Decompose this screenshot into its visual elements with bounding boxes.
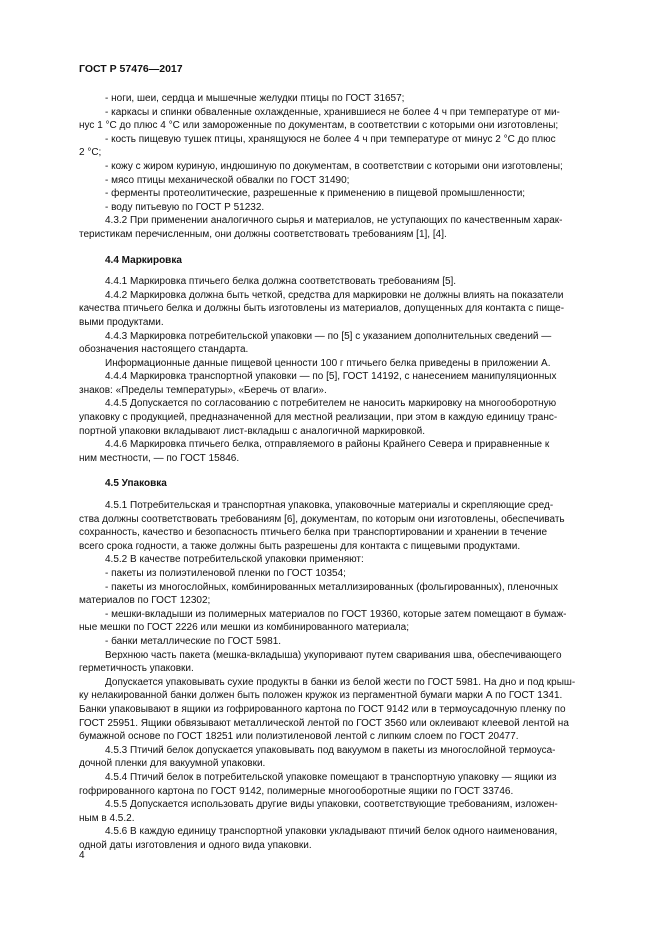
list-item-continuation: нус 1 °С до плюс 4 °С или замороженные по документам, в соответствии с которыми они изготовлены; <box>79 120 559 132</box>
paragraph-nutrition-note: Информационные данные пищевой ценности 100 г птичьего белка приведены в приложении А. <box>105 357 551 369</box>
list-item: - мешки-вкладыши из полимерных материалов по ГОСТ 19360, которые затем помещают в бумаж- <box>105 608 567 620</box>
paragraph-continuation: герметичность упаковки. <box>79 663 194 675</box>
section-heading-marking: 4.4 Маркировка <box>105 254 182 266</box>
paragraph-4-5-3: 4.5.3 Птичий белок допускается упаковывать под вакуумом в пакеты из многослойной термоуса- <box>105 744 556 756</box>
paragraph-continuation: сохранность, качество и безопасность птичьего белка при транспортировании и хранении в течение <box>79 527 548 539</box>
paragraph-4-5-5: 4.5.5 Допускается использовать другие виды упаковки, соответствующие требованиям, изложен- <box>105 799 558 811</box>
paragraph-continuation: ГОСТ 25951. Ящики обвязывают металлической лентой по ГОСТ 3560 или оклеивают клеевой лентой на <box>79 717 569 729</box>
paragraph-continuation: ку нелакированной банки должен быть положен кружок из пергаментной бумаги марки А по ГОСТ 1341. <box>79 690 563 702</box>
paragraph-continuation: упаковку с продукцией, предназначенной для местной реализации, при этом в каждую единицу транс- <box>79 412 558 424</box>
paragraph-4-4-4: 4.4.4 Маркировка транспортной упаковки — по [5], ГОСТ 14192, с нанесением манипуляционных <box>105 371 557 383</box>
paragraph-4-4-5: 4.4.5 Допускается по согласованию с потребителем не наносить маркировку на многооборотную <box>105 398 557 410</box>
paragraph-4-4-6: 4.4.6 Маркировка птичьего белка, отправляемого в районы Крайнего Севера и приравненные к <box>105 439 550 451</box>
paragraph-4-5-4: 4.5.4 Птичий белок в потребительской упаковке помещают в транспортную упаковку — ящики из <box>105 771 557 783</box>
paragraph-4-5-6: 4.5.6 В каждую единицу транспортной упаковки укладывают птичий белок одного наименования, <box>105 826 558 838</box>
list-item: - ферменты протеолитические, разрешенные к применению в пищевой промышленности; <box>105 188 526 200</box>
paragraph-4-5-1: 4.5.1 Потребительская и транспортная упаковка, упаковочные материалы и скрепляющие сред- <box>105 500 554 512</box>
list-item: - кожу с жиром куриную, индюшиную по документам, в соответствии с которыми они изготовлены; <box>105 160 563 172</box>
paragraph-continuation: одной даты изготовления и одного вида упаковки. <box>79 839 312 851</box>
paragraph-continuation: всего срока годности, а также должны быть разрешены для контакта с пищевыми продуктами. <box>79 540 521 552</box>
list-item: - ноги, шеи, сердца и мышечные желудки птицы по ГОСТ 31657; <box>105 93 405 104</box>
paragraph-4-3-2: 4.3.2 При применении аналогичного сырья и материалов, не уступающих по качественным харак- <box>105 215 563 227</box>
paragraph-continuation: теристикам перечисленным, они должны соответствовать требованиям [1], [4]. <box>79 228 447 240</box>
page-number: 4 <box>79 850 85 861</box>
list-item-continuation: материалов по ГОСТ 12302; <box>79 595 211 607</box>
paragraph-4-4-2: 4.4.2 Маркировка должна быть четкой, средства для маркировки не должны влиять на показатели <box>105 289 564 301</box>
paragraph-tin-cans: Допускается упаковывать сухие продукты в банки из белой жести по ГОСТ 5981. На дно и под крыш- <box>105 676 576 688</box>
paragraph-continuation: выми продуктами. <box>79 316 164 328</box>
paragraph-continuation: портной упаковки вкладывают лист-вкладыш с аналогичной маркировкой. <box>79 425 426 437</box>
list-item: - банки металлические по ГОСТ 5981. <box>105 635 282 647</box>
paragraph-continuation: Банки упаковывают в ящики из гофрированного картона по ГОСТ 9142 или в термоусадочную пленку по <box>79 703 566 715</box>
paragraph-continuation: обозначения настоящего стандарта. <box>79 344 249 356</box>
list-item: - пакеты из многослойных, комбинированных металлизированных (фольгированных), пленочных <box>105 581 558 593</box>
paragraph-sealing: Верхнюю часть пакета (мешка-вкладыша) укупоривают путем сваривания шва, обеспечивающего <box>105 649 562 661</box>
paragraph-4-4-3: 4.4.3 Маркировка потребительской упаковки — по [5] с указанием дополнительных сведений — <box>105 330 552 342</box>
paragraph-4-5-2: 4.5.2 В качестве потребительской упаковки применяют: <box>105 554 364 566</box>
paragraph-continuation: ства должны соответствовать требованиям [6], документам, по которым они изготовлены, обеспечивать <box>79 513 565 525</box>
document-body <box>79 92 615 852</box>
list-item-continuation: 2 °С; <box>79 147 102 159</box>
list-item: - пакеты из полиэтиленовой пленки по ГОСТ 10354; <box>105 568 346 579</box>
paragraph-continuation: дочной пленки для вакуумной упаковки. <box>79 758 266 770</box>
paragraph-4-4-1: 4.4.1 Маркировка птичьего белка должна соответствовать требованиям [5]. <box>105 276 457 288</box>
list-item: - кость пищевую тушек птицы, хранящуюся не более 4 ч при температуре от минус 2 °С до плюс <box>105 133 556 145</box>
paragraph-continuation: ним местности, — по ГОСТ 15846. <box>79 452 240 464</box>
list-item: - каркасы и спинки обваленные охлажденные, хранившиеся не более 4 ч при температуре от ми- <box>105 106 560 118</box>
paragraph-continuation: знаков: «Пределы температуры», «Беречь от влаги». <box>79 384 327 396</box>
list-item: - воду питьевую по ГОСТ Р 51232. <box>105 201 265 213</box>
paragraph-continuation: качества птичьего белка и должны быть изготовлены из материалов, допущенных для контакта с пище- <box>79 303 565 315</box>
list-item-continuation: ные мешки по ГОСТ 2226 или мешки из комбинированного материала; <box>79 622 409 634</box>
section-heading-packaging: 4.5 Упаковка <box>105 478 167 490</box>
list-item: - мясо птицы механической обвалки по ГОСТ 31490; <box>105 174 350 186</box>
paragraph-continuation: ным в 4.5.2. <box>79 812 135 824</box>
document-header: ГОСТ Р 57476—2017 <box>79 63 183 75</box>
paragraph-continuation: гофрированного картона по ГОСТ 9142, полимерные многооборотные ящики по ГОСТ 33746. <box>79 785 514 797</box>
paragraph-continuation: бумажной основе по ГОСТ 18251 или полиэтиленовой лентой с липким слоем по ГОСТ 20477. <box>79 731 519 743</box>
